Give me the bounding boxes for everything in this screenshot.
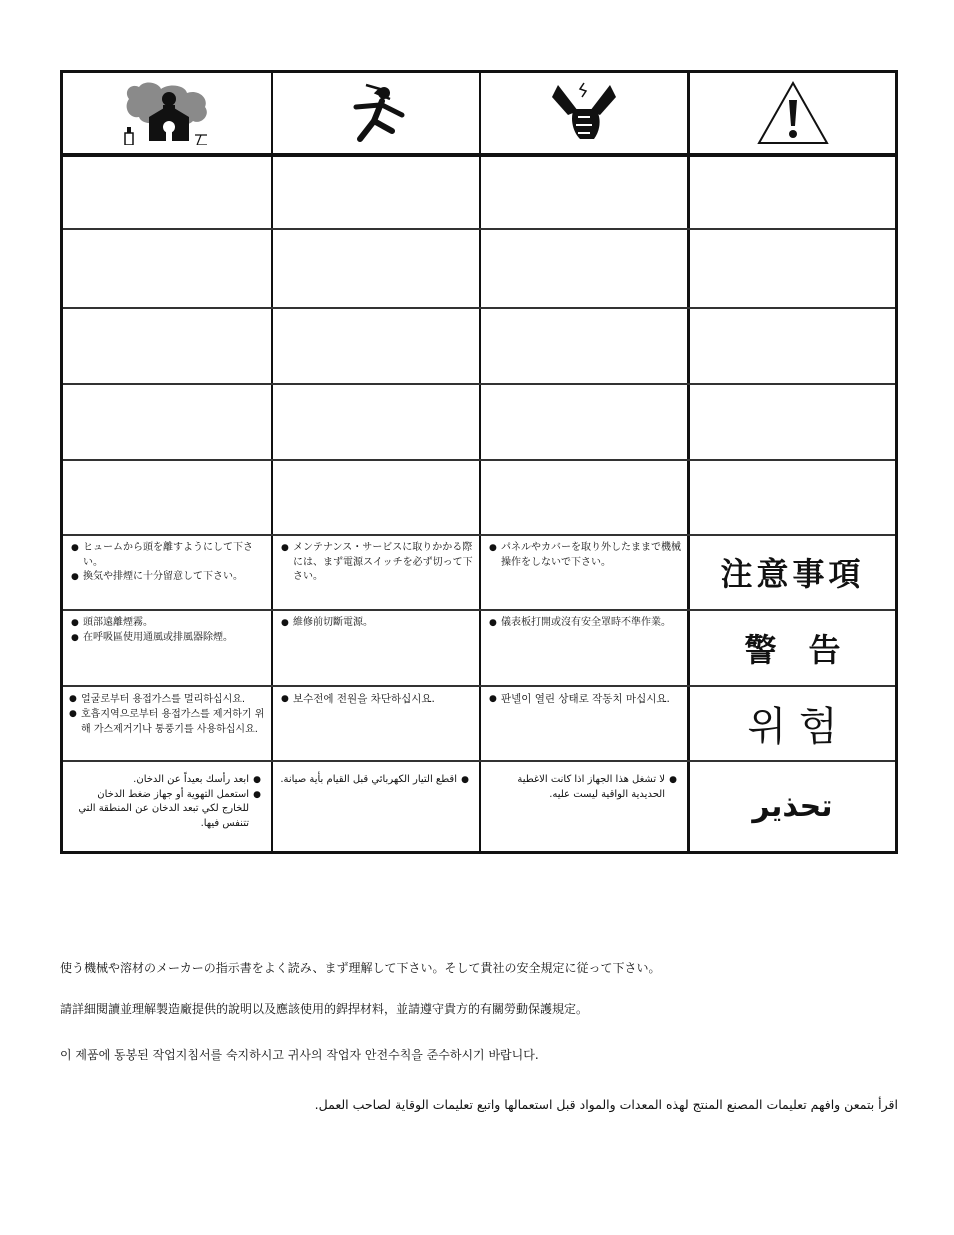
list-item: ● 보수전에 전원을 차단하십시요. [281,692,473,707]
ja-parts-text [481,535,687,609]
zh-fumes-text [63,610,271,685]
list-item: ● لا تشغل هذا الجهاز اذا كانت الاغطية الحديدية الواقية ليست عليه. [487,773,677,802]
ko-parts-text [481,686,687,760]
electric-shock-icon-cell [273,73,479,153]
list-item: ● 頭部遠離煙霧。 [71,616,265,631]
ar-fumes-text [63,761,271,851]
safety-warning-table [60,70,898,854]
zh-title: 警 告 [744,630,841,669]
list-item: ● 儀表板打開或沒有安全罩時不準作業。 [489,616,681,631]
ar-shock-text [273,761,479,851]
list-item: ● 換気や排煙に十分留意して下さい。 [71,570,265,585]
electric-shock-icon [336,81,416,145]
list-item: ● 在呼吸區使用通風或排風器除煙。 [71,631,265,646]
list-item: ● 維修前切斷電源。 [281,616,473,631]
list-item: ● اقطع التيار الكهربائي قبل القيام بأية صيانة. [279,773,469,788]
ja-fumes-text [63,535,271,609]
warning-triangle-icon-cell [690,73,895,153]
row-divider [63,383,895,385]
zh-shock-text [273,610,479,685]
footer-ko: 이 제품에 동봉된 작업지침서를 숙지하시고 귀사의 작업자 안전수칙을 준수하시기 바랍니다. [60,1048,539,1062]
list-item: ● 호흡지역으로부터 용접가스를 제거하기 위해 가스제거기나 통풍기를 사용하십시요. [69,707,265,737]
header-divider [63,153,895,157]
warning-triangle-icon [756,80,830,146]
moving-parts-icon [544,81,624,145]
list-item: ● パネルやカバーを取り外したままで機械操作をしないで下さい。 [489,541,681,570]
row-divider [63,307,895,309]
ar-title: تحذير [752,788,833,824]
list-item: ● ヒュームから頭を離すようにして下さい。 [71,541,265,570]
ja-title: 注意事項 [720,555,865,593]
fumes-icon-cell [63,73,271,153]
list-item: ● ابعد رأسك بعيداً عن الدخان. [69,773,261,788]
footer-ar: اقرأ بتمعن وافهم تعليمات المصنع المنتج لهذه المعدات والمواد قبل استعمالها واتبع تعليمات الوقاية لصاحب العمل. [314,1097,898,1112]
fumes-icon [117,81,217,145]
list-item: ● 판넬이 열린 상태로 작동치 마십시요. [489,692,681,707]
list-item: ● 얼굴로부터 용접가스를 멀리하십시요. [69,692,265,707]
zh-parts-text [481,610,687,685]
list-item: ● メンテナンス・サービスに取りかかる際には、まず電源スイッチを必ず切って下さい。 [281,541,473,585]
row-divider [63,228,895,230]
list-item: ● استعمل التهوية أو جهاز ضغط الدخان للخارج لكي تبعد الدخان عن المنطقة التي تتنفس فيها. [69,788,261,832]
row-divider [63,459,895,461]
footer-ja: 使う機械や溶材のメーカーの指示書をよく読み、まず理解して下さい。そして貴社の安全規定に従って下さい。 [60,961,661,975]
moving-parts-icon-cell [481,73,687,153]
ko-title: 위 험 [747,703,838,750]
footer-zh: 請詳細閱讀並理解製造廠提供的說明以及應該使用的銲捍材料，並請遵守貴方的有關勞動保護規定。 [60,1002,589,1016]
ar-parts-text [481,761,687,851]
ja-shock-text [273,535,479,609]
ko-shock-text [273,686,479,760]
ko-fumes-text [63,686,271,760]
